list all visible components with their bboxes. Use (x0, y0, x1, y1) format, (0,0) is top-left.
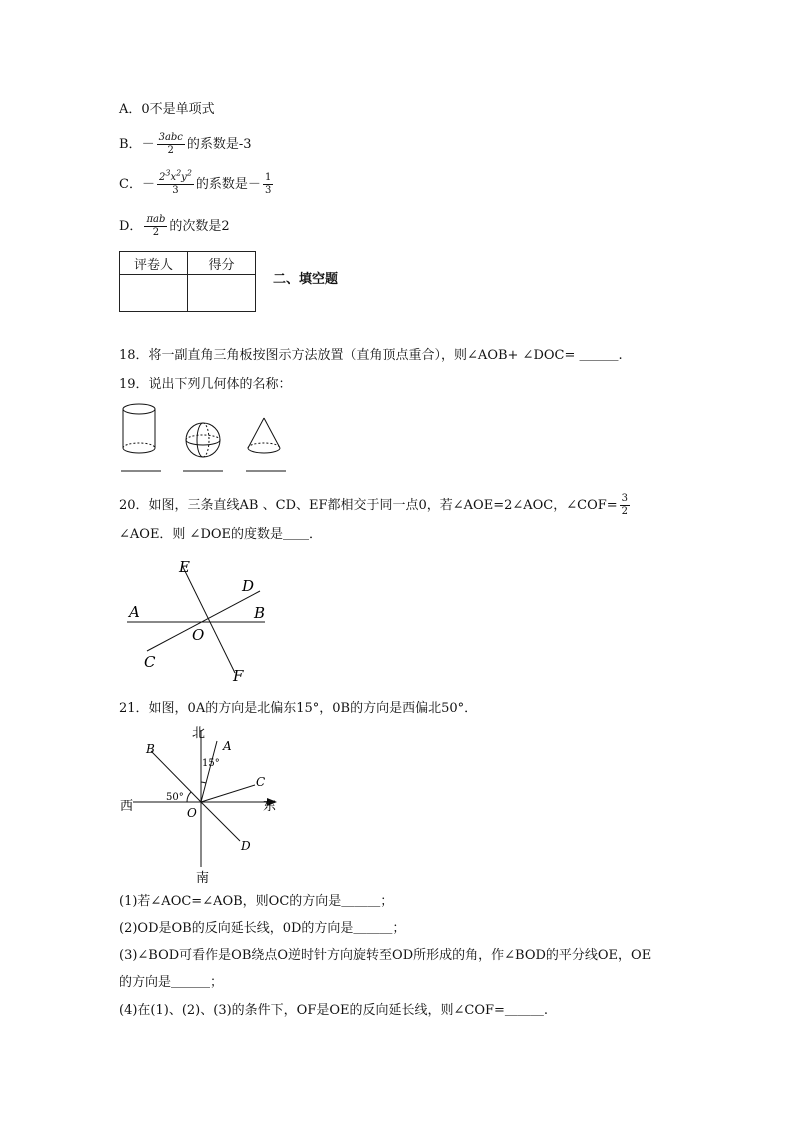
question-21-part4: (4)在(1)、(2)、(3)的条件下，OF是OE的反向延长线，则∠COF=＿＿＿. (119, 1003, 549, 1018)
option-letter: D． (119, 219, 143, 234)
label-c: C (144, 653, 156, 671)
option-text: 0不是单项式 (141, 102, 215, 117)
east-label: 东 (263, 799, 277, 814)
label-d: D (242, 577, 255, 595)
option-c: C．－ $\frac{2^3x^2y^2}{3}$ 的系数是－ $\frac{1}{3}$ (119, 168, 272, 196)
option-letter: C． (119, 177, 142, 192)
question-21-intro: 21．如图，0A的方向是北偏东15°，0B的方向是西偏北50°． (119, 701, 478, 716)
compass-figure (115, 722, 285, 887)
option-text: 的系数是－ (195, 177, 261, 192)
label-o: O (192, 626, 205, 644)
option-a (119, 101, 215, 119)
fraction: $\frac{\text{3abc}}{2}$ (158, 132, 183, 156)
cone-shape (248, 418, 280, 453)
question-21-part3b: 的方向是＿＿＿； (119, 975, 224, 990)
score-header: 得分 (188, 252, 256, 275)
question-18: 18．将一副直角三角板按图示方法放置（直角顶点重合），则∠AOB+ ∠DOC= ＿＿＿. (119, 348, 623, 363)
label-o: O (187, 806, 197, 820)
label-d: D (241, 839, 251, 853)
fraction: $\frac{2^3x^2y^2}{3}$ (158, 168, 192, 196)
question-21-part3a: (3)∠BOD可看作是OB绕点O逆时针方向旋转至OD所形成的角，作∠BOD的平分线OE，OE (119, 948, 652, 963)
option-b: B．－ $\frac{\text{3abc}}{2}$ 的系数是-3 (119, 132, 252, 156)
question-20-line2: ∠AOE．则 ∠DOE的度数是＿＿． (119, 527, 323, 542)
label-c: C (256, 775, 266, 789)
score-cell[interactable] (188, 275, 256, 312)
label-b: B (146, 742, 155, 756)
lines-figure (115, 555, 285, 685)
option-text: 的次数是2 (169, 219, 230, 234)
fraction: $\frac{1}{3}$ (264, 172, 272, 196)
label-a: A (129, 603, 140, 621)
label-e: E (179, 558, 190, 576)
option-letter: B． (119, 137, 142, 152)
angle-15-label: 15° (202, 758, 220, 769)
question-20-line1: 20．如图，三条直线AB 、CD、EF都相交于同一点0，若∠AOE=2∠AOC，∠COF= $\frac{3}{2}$ (119, 493, 629, 517)
cylinder-shape (123, 404, 155, 453)
south-label: 南 (196, 871, 210, 886)
grader-cell[interactable] (120, 275, 188, 312)
sphere-shape (186, 423, 220, 457)
label-f: F (233, 667, 244, 685)
grader-header: 评卷人 (120, 252, 188, 275)
fraction: $\frac{\text{πab}}{2}$ (146, 214, 166, 238)
west-label: 西 (120, 799, 134, 814)
solids-figure (115, 398, 295, 478)
north-label: 北 (192, 726, 206, 741)
option-letter: A． (119, 102, 142, 117)
score-table (119, 251, 256, 312)
option-text: 的系数是-3 (186, 137, 252, 152)
option-d (119, 214, 230, 240)
label-a: A (223, 739, 232, 753)
fraction: $\frac{3}{2}$ (621, 493, 629, 517)
question-21-part1: (1)若∠AOC=∠AOB，则OC的方向是＿＿＿； (119, 894, 394, 909)
angle-50-label: 50° (166, 792, 184, 803)
section-title: 二、填空题 (273, 272, 339, 287)
question-21-part2: (2)OD是OB的反向延长线，0D的方向是＿＿＿； (119, 921, 406, 936)
question-19: 19．说出下列几何体的名称： (119, 377, 292, 392)
label-b: B (254, 604, 266, 622)
